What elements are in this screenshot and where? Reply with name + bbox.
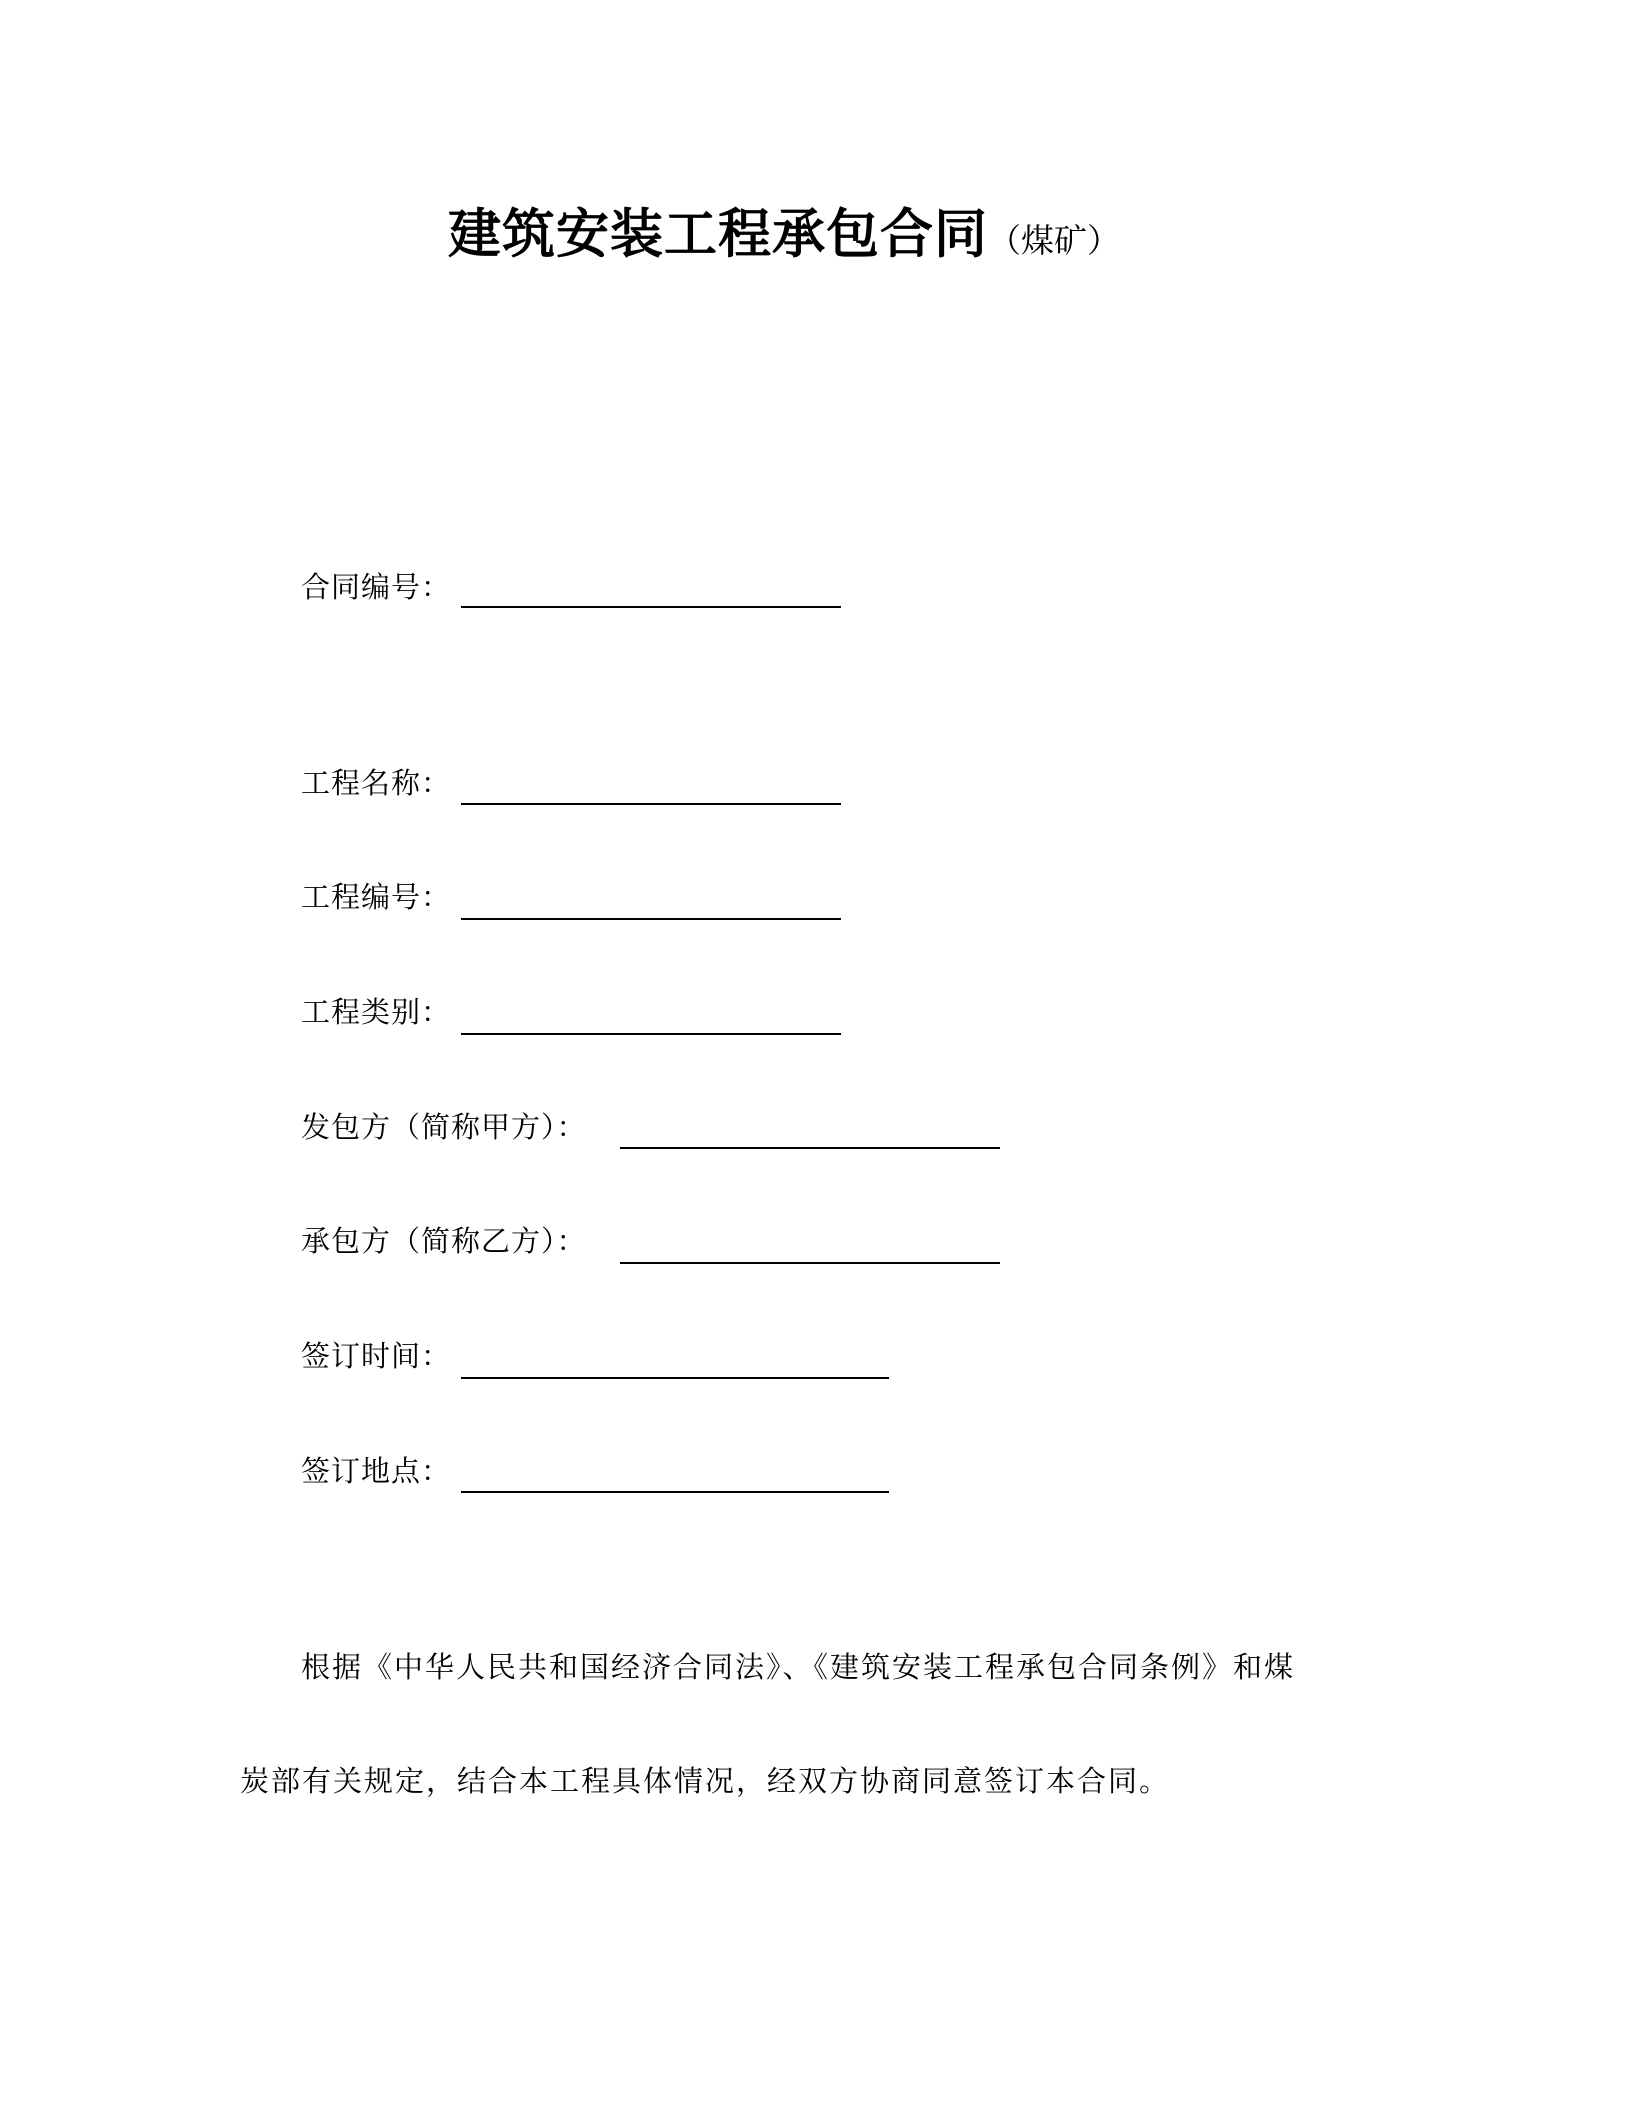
project-number-label: 工程编号： (301, 880, 452, 914)
signing-place-label: 签订地点： (301, 1454, 452, 1488)
paragraph-line-1: 根据《中华人民共和国经济合同法》、《建筑安装工程承包合同条例》和煤 (301, 1650, 1296, 1684)
project-name-label: 工程名称： (301, 766, 452, 800)
title-subtitle: （煤矿） (988, 221, 1120, 260)
contract-number-label: 合同编号： (301, 570, 452, 604)
signing-place-blank (461, 1491, 889, 1493)
project-category-label: 工程类别： (301, 995, 452, 1029)
project-category-blank (461, 1033, 841, 1035)
document-title (448, 203, 1120, 267)
project-number-blank (461, 918, 841, 920)
party-a-label: 发包方（简称甲方）： (301, 1110, 587, 1144)
signing-date-label: 签订时间： (301, 1339, 452, 1373)
contract-number-blank (461, 606, 841, 608)
paragraph-line-2: 炭部有关规定，结合本工程具体情况，经双方协商同意签订本合同。 (240, 1764, 1171, 1798)
party-b-label: 承包方（简称乙方）： (301, 1224, 587, 1258)
party-a-blank (620, 1147, 1000, 1149)
party-b-blank (620, 1262, 1000, 1264)
title-main: 建筑安装工程承包合同 (448, 204, 988, 265)
signing-date-blank (461, 1377, 889, 1379)
project-name-blank (461, 803, 841, 805)
